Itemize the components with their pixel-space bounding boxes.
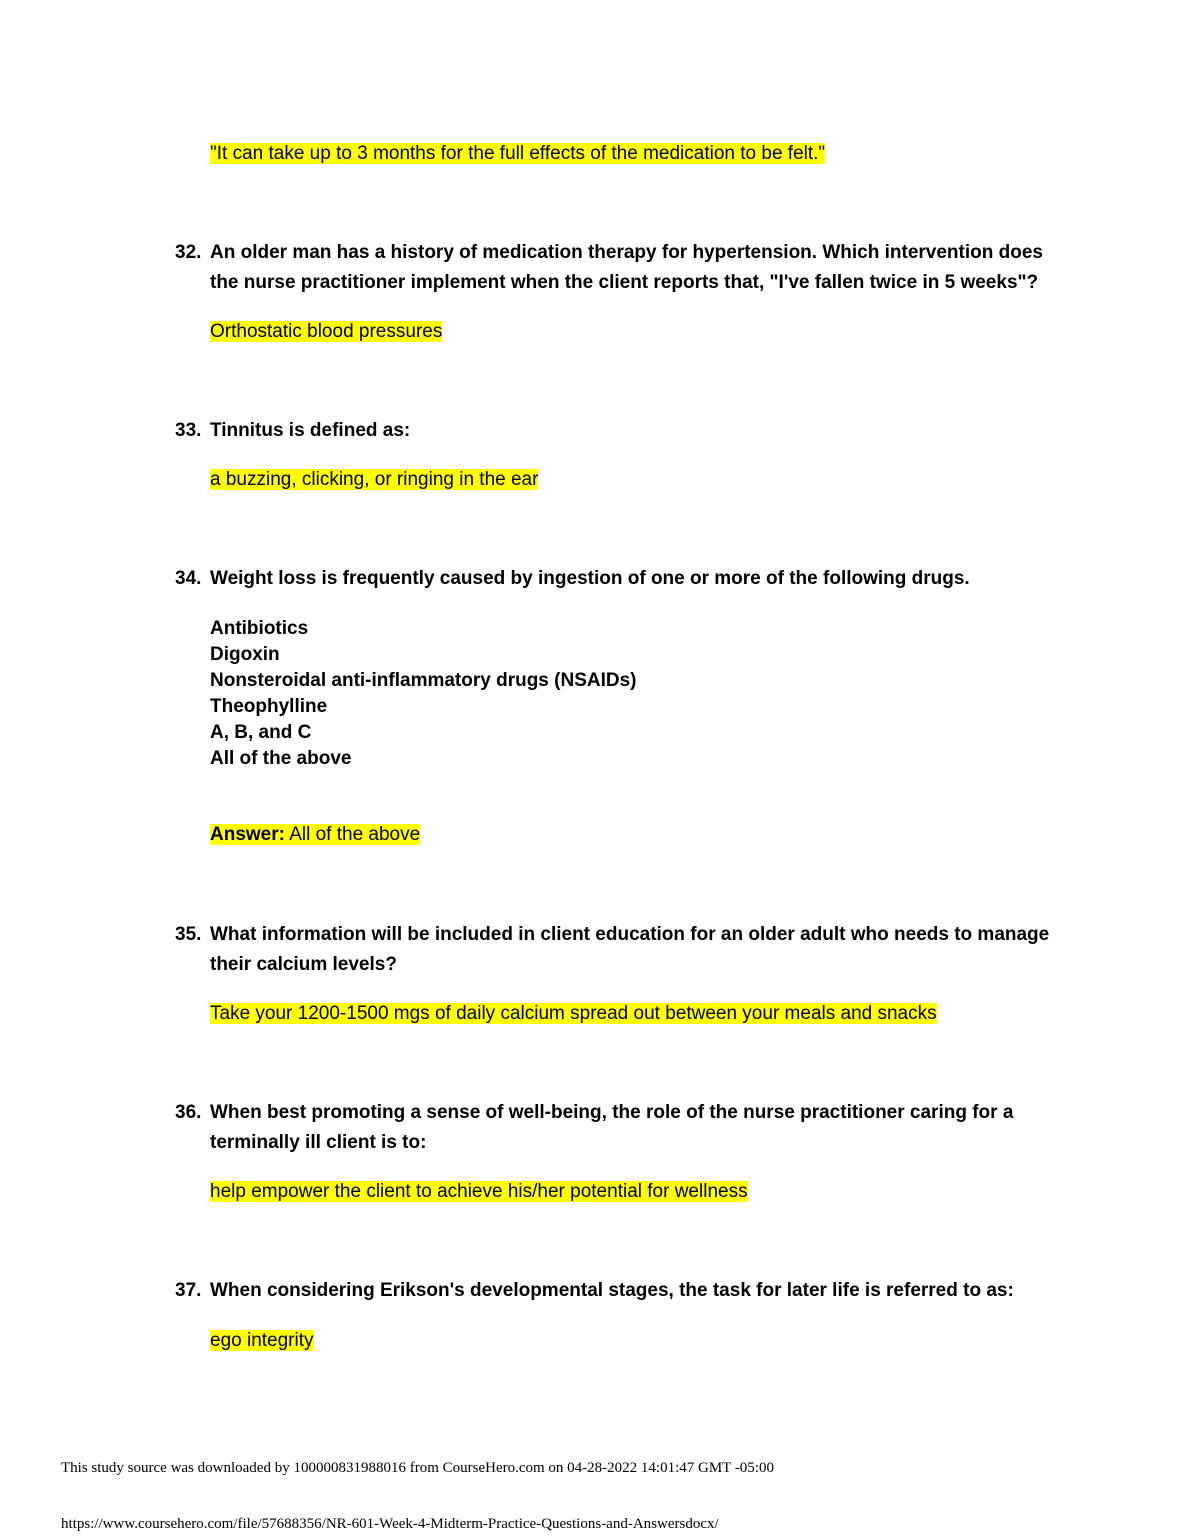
answer-32-text: Orthostatic blood pressures [210,321,443,342]
option-item: Antibiotics [210,618,309,639]
option-item: Digoxin [210,644,280,665]
question-36 [175,1098,1055,1158]
answer-36-text: help empower the client to achieve his/her potential for wellness [210,1181,748,1202]
question-34-options [210,616,637,772]
option-item: All of the above [210,748,352,769]
question-33-text: Tinnitus is defined as: [210,420,411,441]
answer-35 [210,1001,937,1027]
question-35-text: What information will be included in client education for an older adult who needs to manage their calcium levels? [210,924,1050,975]
question-35 [175,920,1055,980]
question-35-number: 35. [175,924,202,945]
answer-label: Answer: [210,824,285,845]
answer-31 [210,141,825,167]
question-37-text: When considering Erikson's developmental stages, the task for later life is referred to as: [210,1280,1014,1301]
question-34-number: 34. [175,568,202,589]
option-item: Nonsteroidal anti-inflammatory drugs (NSAIDs) [210,670,637,691]
question-33-number: 33. [175,420,202,441]
question-34-text: Weight loss is frequently caused by ingestion of one or more of the following drugs. [210,568,970,589]
question-32-number: 32. [175,242,202,263]
question-33 [175,416,1055,446]
answer-34 [210,822,420,848]
answer-33 [210,467,538,493]
question-37-number: 37. [175,1280,202,1301]
option-item: A, B, and C [210,722,312,743]
question-36-number: 36. [175,1102,202,1123]
answer-37 [210,1328,314,1354]
question-37 [175,1276,1055,1306]
answer-35-text: Take your 1200-1500 mgs of daily calcium spread out between your meals and snacks [210,1003,937,1024]
question-32-text: An older man has a history of medication therapy for hypertension. Which intervention does the nurse practitioner implement when the client reports that, "I've fallen twice in 5 weeks"? [210,242,1043,293]
question-32 [175,238,1055,298]
answer-34-text: All of the above [289,824,421,845]
answer-37-text: ego integrity [210,1330,314,1351]
option-item: Theophylline [210,696,328,717]
answer-31-text: "It can take up to 3 months for the full effects of the medication to be felt." [210,143,826,164]
download-notice: This study source was downloaded by 100000831988016 from CourseHero.com on 04-28-2022 14:01:47 GMT -05:00 [61,1460,774,1476]
answer-33-text: a buzzing, clicking, or ringing in the ear [210,469,539,490]
question-36-text: When best promoting a sense of well-being, the role of the nurse practitioner caring for a terminally ill client is to: [210,1102,1014,1153]
question-34 [175,564,1055,594]
answer-34-highlight [210,824,420,845]
source-url[interactable]: https://www.coursehero.com/file/57688356/NR-601-Week-4-Midterm-Practice-Questions-and-Answersdocx/ [61,1516,719,1532]
answer-32 [210,319,442,345]
answer-36 [210,1179,748,1205]
